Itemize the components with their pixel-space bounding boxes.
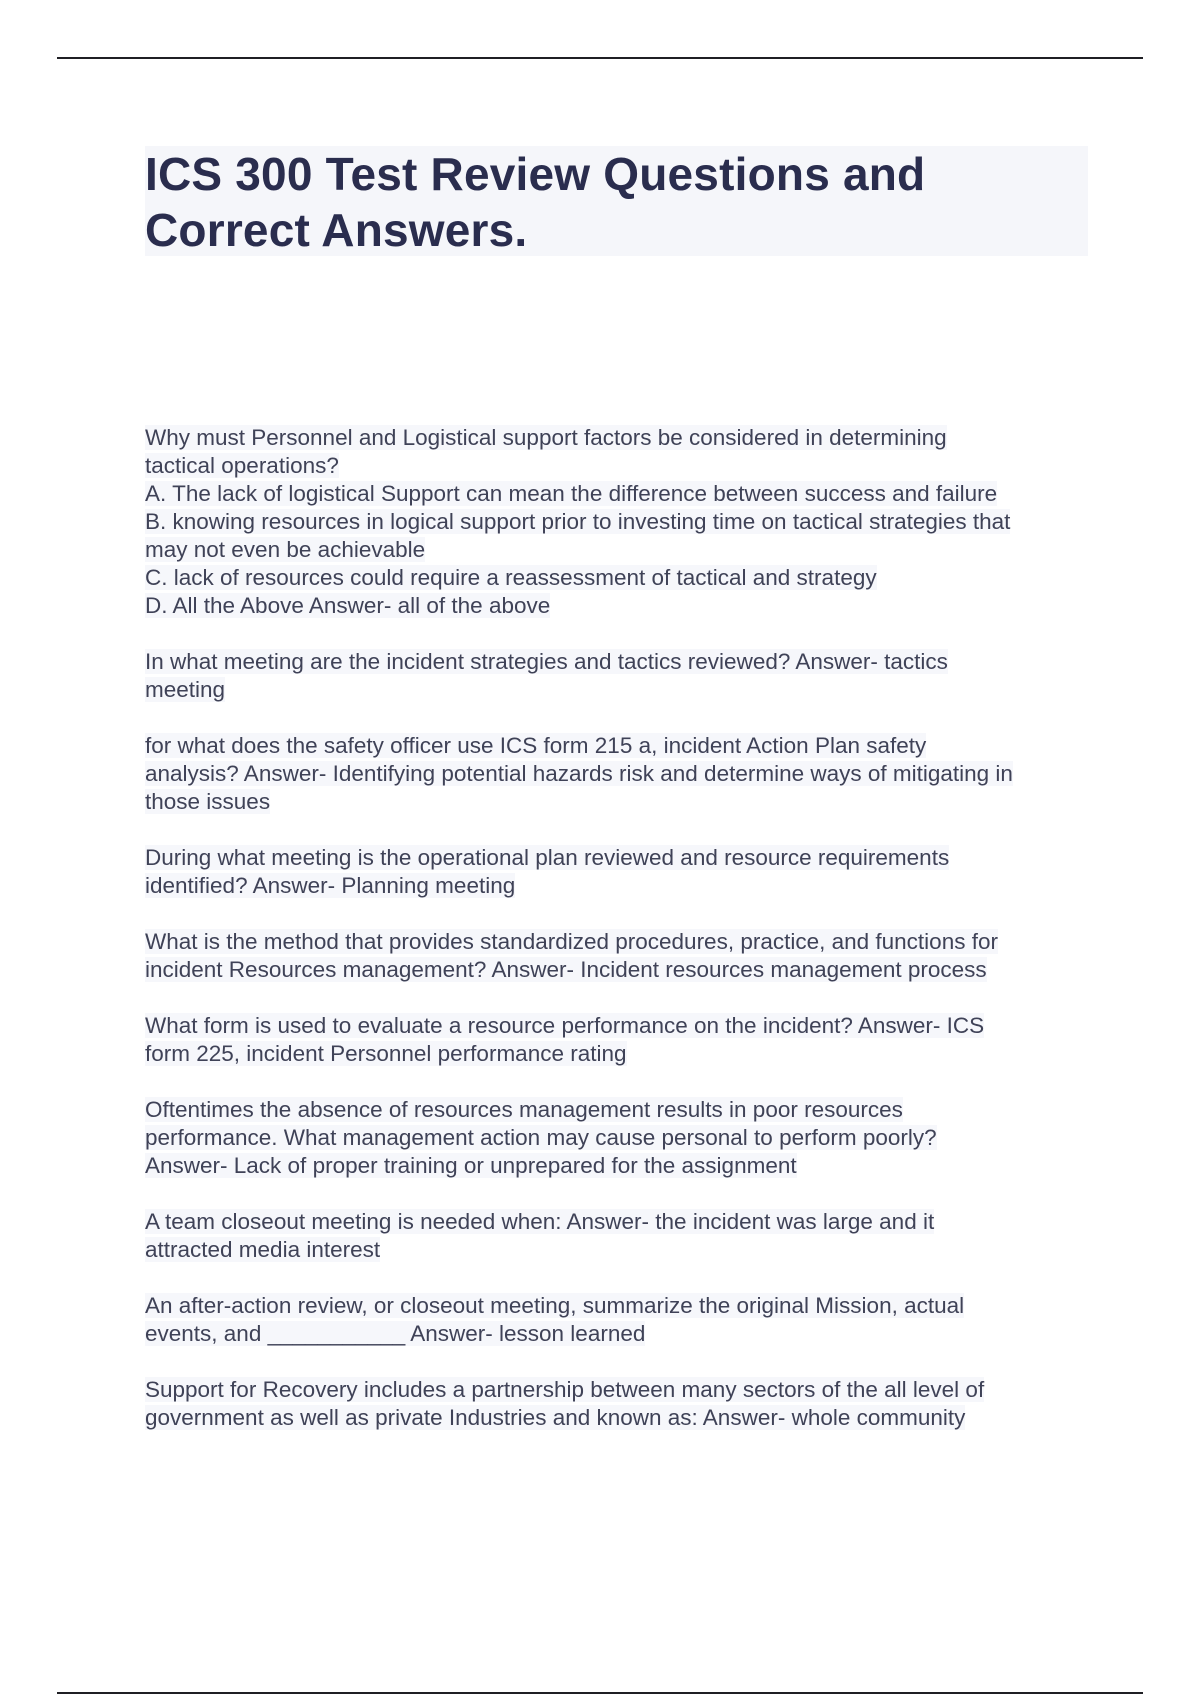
question-line: C. lack of resources could require a reassessment of tactical and strategy bbox=[145, 565, 877, 590]
question-line: incident Resources management? Answer- Incident resources management process bbox=[145, 957, 987, 982]
question-line: What is the method that provides standardized procedures, practice, and functions for bbox=[145, 929, 998, 954]
bottom-rule bbox=[57, 1692, 1143, 1694]
question-5 bbox=[145, 928, 1095, 984]
question-line: performance. What management action may cause personal to perform poorly? bbox=[145, 1125, 937, 1150]
question-7 bbox=[145, 1096, 1095, 1180]
question-line: A team closeout meeting is needed when: Answer- the incident was large and it bbox=[145, 1209, 935, 1234]
question-8 bbox=[145, 1208, 1095, 1264]
question-list bbox=[145, 424, 1095, 1460]
top-rule bbox=[57, 57, 1143, 59]
question-line: B. knowing resources in logical support prior to investing time on tactical strategies that bbox=[145, 509, 1011, 534]
question-line: Oftentimes the absence of resources management results in poor resources bbox=[145, 1097, 903, 1122]
title-line: ICS 300 Test Review Questions and bbox=[145, 148, 926, 200]
question-2 bbox=[145, 648, 1095, 704]
question-line: analysis? Answer- Identifying potential hazards risk and determine ways of mitigating in bbox=[145, 761, 1013, 786]
question-line: Answer- Lack of proper training or unprepared for the assignment bbox=[145, 1153, 797, 1178]
question-line: attracted media interest bbox=[145, 1237, 381, 1262]
question-line: What form is used to evaluate a resource performance on the incident? Answer- ICS bbox=[145, 1013, 985, 1038]
question-1 bbox=[145, 424, 1095, 620]
question-line: identified? Answer- Planning meeting bbox=[145, 873, 516, 898]
question-9 bbox=[145, 1292, 1095, 1348]
question-line: events, and ___________ Answer- lesson learned bbox=[145, 1321, 646, 1346]
question-10 bbox=[145, 1376, 1095, 1432]
question-line: government as well as private Industries and known as: Answer- whole community bbox=[145, 1405, 966, 1430]
question-line: those issues bbox=[145, 789, 271, 814]
question-line: In what meeting are the incident strategies and tactics reviewed? Answer- tactics bbox=[145, 649, 948, 674]
question-line: form 225, incident Personnel performance rating bbox=[145, 1041, 627, 1066]
question-line: A. The lack of logistical Support can mean the difference between success and failure bbox=[145, 481, 998, 506]
question-line: During what meeting is the operational plan reviewed and resource requirements bbox=[145, 845, 950, 870]
question-line: for what does the safety officer use ICS form 215 a, incident Action Plan safety bbox=[145, 733, 927, 758]
question-line: meeting bbox=[145, 677, 226, 702]
question-line: tactical operations? bbox=[145, 453, 339, 478]
title-line: Correct Answers. bbox=[145, 204, 528, 256]
question-line: Why must Personnel and Logistical support factors be considered in determining bbox=[145, 425, 947, 450]
question-4 bbox=[145, 844, 1095, 900]
question-line: D. All the Above Answer- all of the above bbox=[145, 593, 551, 618]
question-line: An after-action review, or closeout meeting, summarize the original Mission, actual bbox=[145, 1293, 965, 1318]
page-title bbox=[145, 146, 1088, 258]
question-6 bbox=[145, 1012, 1095, 1068]
question-3 bbox=[145, 732, 1095, 816]
question-line: may not even be achievable bbox=[145, 537, 426, 562]
question-line: Support for Recovery includes a partnership between many sectors of the all level of bbox=[145, 1377, 985, 1402]
title-block bbox=[145, 146, 1088, 256]
